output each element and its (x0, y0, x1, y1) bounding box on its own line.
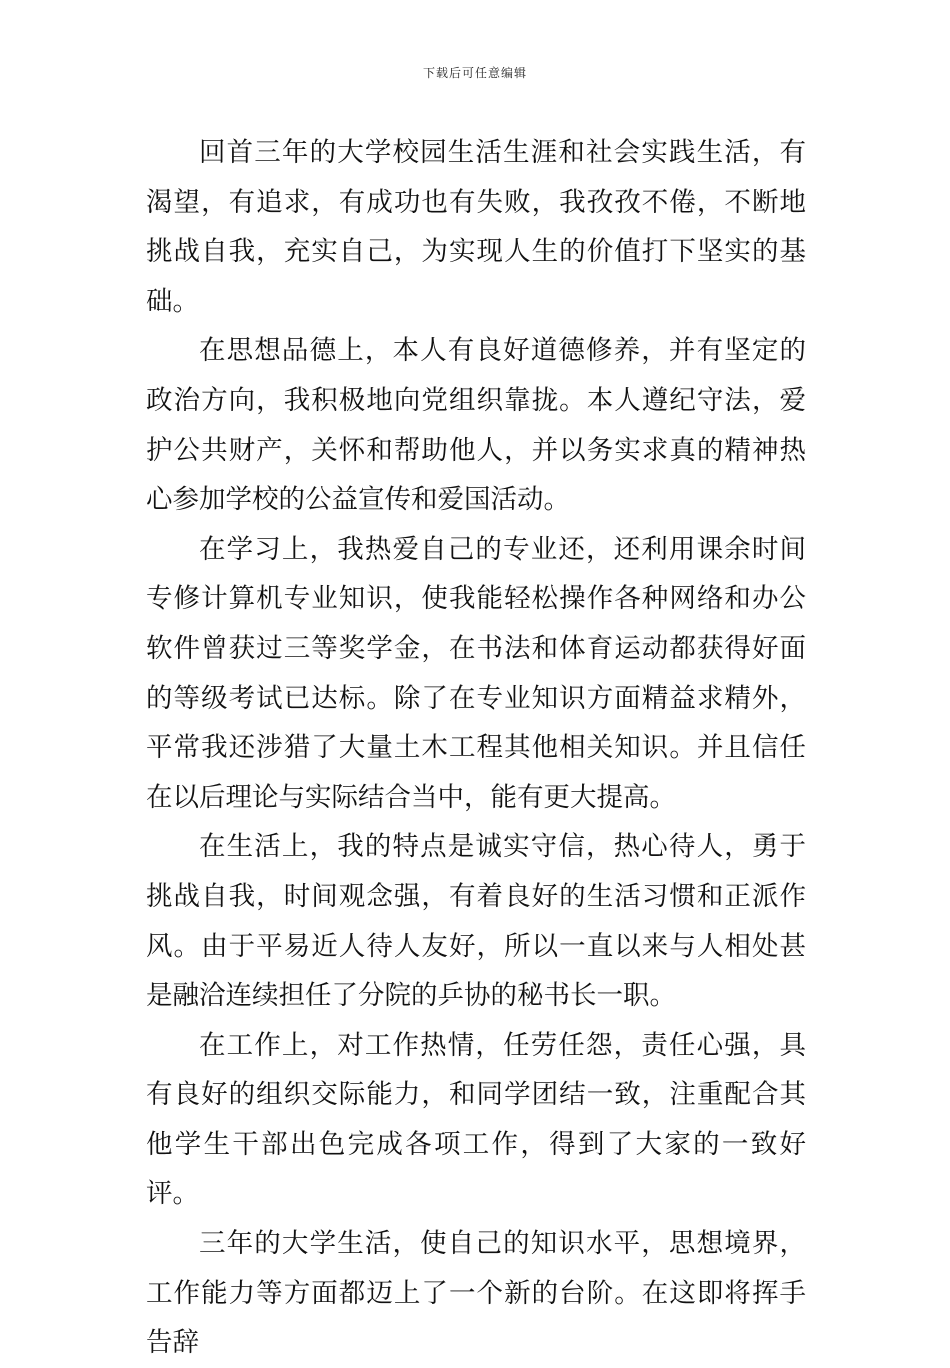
paragraph-work: 在工作上，对工作热情，任劳任怨，责任心强，具有良好的组织交际能力，和同学团结一致，注重配合其他学生干部出色完成各项工作，得到了大家的一致好评。 (146, 1029, 806, 1210)
paragraph-intro: 回首三年的大学校园生活生涯和社会实践生活，有渴望，有追求，有成功也有失败，我孜孜不倦，不断地挑战自我，充实自己，为实现人生的价值打下坚实的基础。 (146, 137, 806, 317)
paragraph-life: 在生活上，我的特点是诚实守信，热心待人，勇于挑战自我，时间观念强，有着良好的生活习惯和正派作风。由于平易近人待人友好，所以一直以来与人相处甚是融洽连续担任了分院的乒协的秘书长一职。 (146, 831, 806, 1012)
page-header: 下载后可任意编辑 (422, 66, 527, 80)
document-body (146, 128, 806, 1368)
paragraph-summary: 三年的大学生活，使自己的知识水平，思想境界，工作能力等方面都迈上了一个新的台阶。在这即将挥手告辞 (146, 1228, 806, 1359)
paragraph-morality: 在思想品德上，本人有良好道德修养，并有坚定的政治方向，我积极地向党组织靠拢。本人遵纪守法，爱护公共财产，关怀和帮助他人，并以务实求真的精神热心参加学校的公益宣传和爱国活动。 (146, 335, 806, 516)
paragraph-study: 在学习上，我热爱自己的专业还，还利用课余时间专修计算机专业知识，使我能轻松操作各种网络和办公软件曾获过三等奖学金，在书法和体育运动都获得好面的等级考试已达标。除了在专业知识方面精益求精外，平常我还涉猎了大量土木工程其他相关知识。并且信任在以后理论与实际结合当中，能有更大提高。 (146, 533, 806, 813)
